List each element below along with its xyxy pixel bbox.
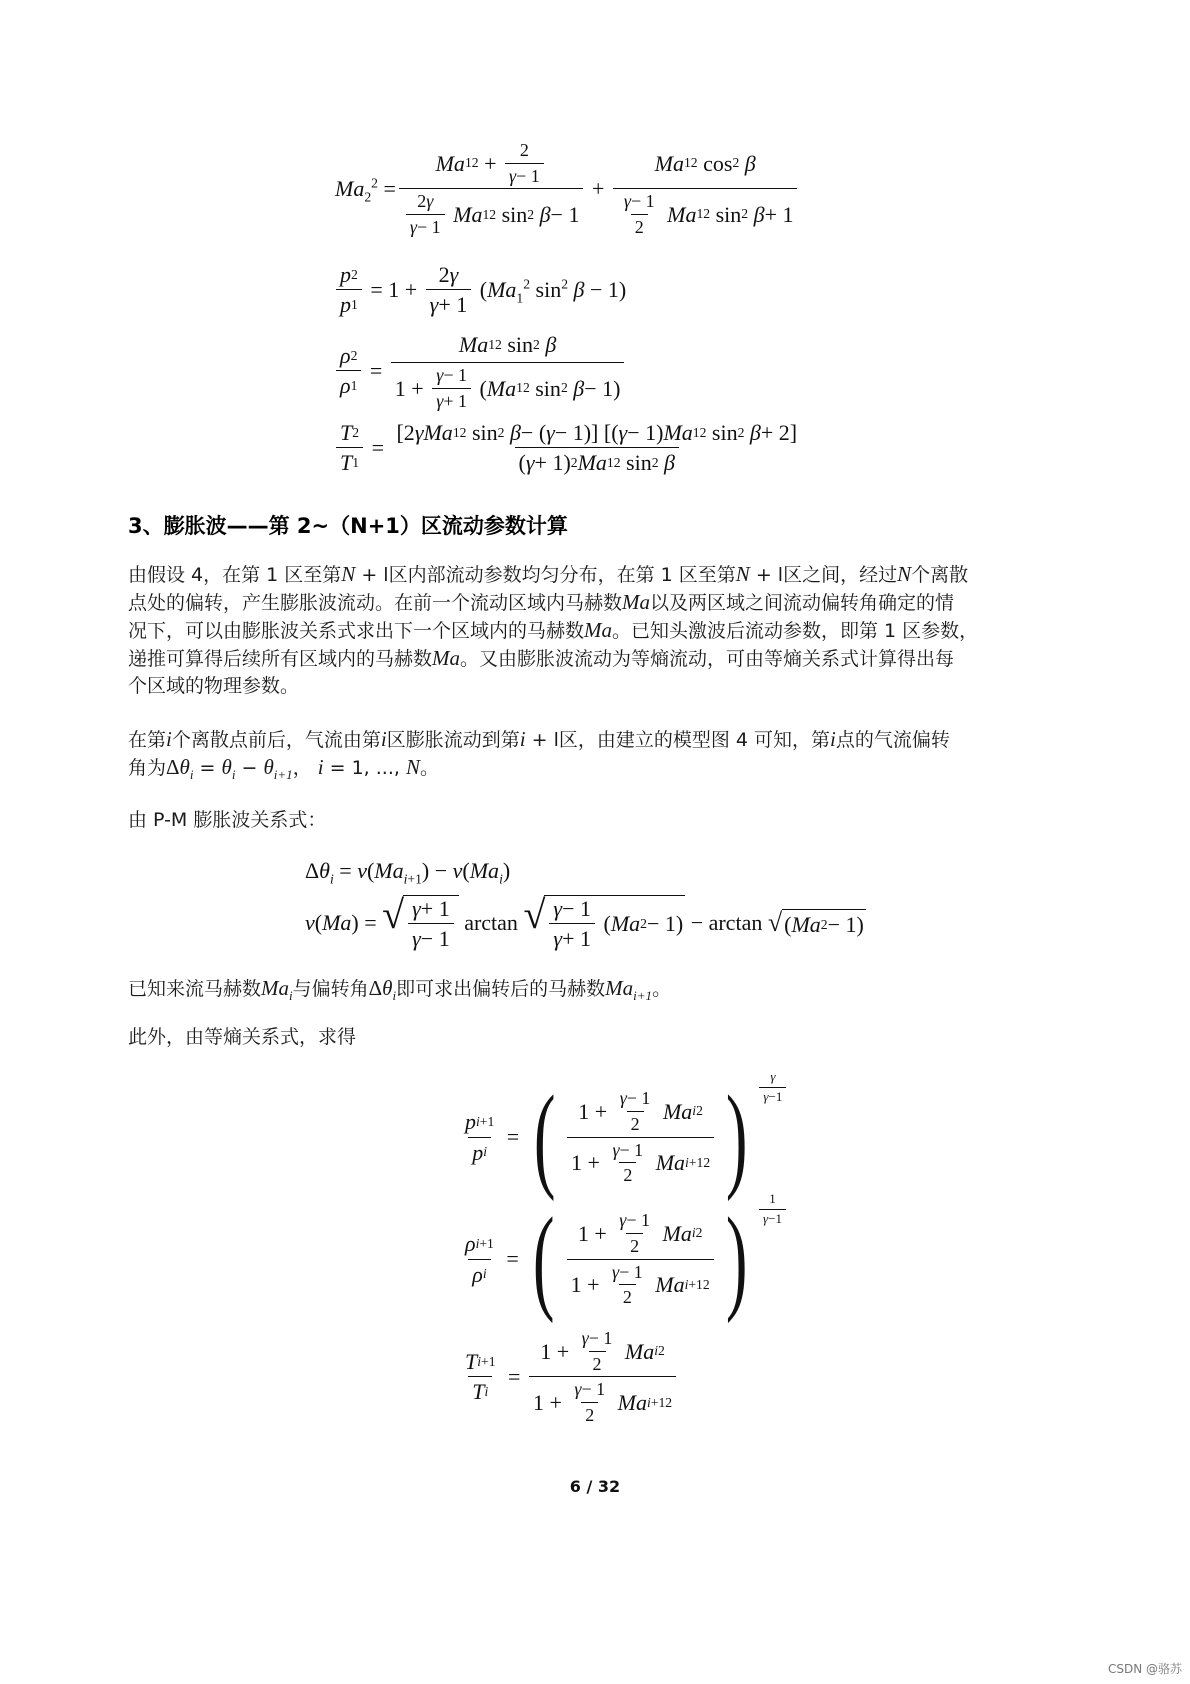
equation-ma2: $Ma_2^2$ = Ma 1 2 + 2 γ − 1 2 γ γ − 1 Ma 1 2 sin 2 β − 1 + Ma 1 2 cos 2 β γ − 1 2 Ma 1 2 sin 2 β + 1 bbox=[335, 140, 800, 238]
equation-isentropic-temperature: T i+1 T i = 1 + γ − 1 2 Ma i 2 1 + γ − 1 2 Ma i+1 2 bbox=[458, 1328, 679, 1426]
equation-density-ratio: ρ 2 ρ 1 = Ma 1 2 sin 2 β 1 + γ − 1 γ + 1 ( Ma 1 2 sin 2 β − 1) bbox=[333, 330, 627, 411]
equation-isentropic-density: ρ i+1 ρ i = ( 1 + γ − 1 2 Ma i 2 1 + γ − 1 2 Ma i+1 2 ) 1 γ −1 bbox=[458, 1200, 789, 1318]
paragraph-line: 递推可算得后续所有区域内的马赫数Ma。又由膨胀波流动为等熵流动，可由等熵关系式计算得出每 bbox=[128, 646, 955, 670]
paragraph-line: 点处的偏转，产生膨胀波流动。在前一个流动区域内马赫数Ma以及两区域之间流动偏转角确定的情 bbox=[128, 590, 955, 614]
page-number: 6 / 32 bbox=[569, 1477, 621, 1496]
equation-pm-function: ν(Ma) = √ γ + 1 γ − 1 arctan √ γ − 1 γ + 1 ( Ma 2 − 1) − arctan √ ( Ma 2 − 1) bbox=[305, 892, 864, 952]
paragraph-deflection-angle bbox=[128, 726, 1088, 782]
equation-temperature-ratio: T 2 T 1 = [2 γMa 1 2 sin 2 β − ( γ − 1)] [( γ − 1) Ma 1 2 sin 2 β + 2] ( γ + 1) 2 Ma 1 2 sin 2 β bbox=[333, 420, 804, 476]
paragraph-isentropic: 此外，由等熵关系式，求得 bbox=[128, 1026, 357, 1048]
watermark: CSDN @骆苏 bbox=[1107, 1662, 1182, 1676]
equation-pm-delta-theta: $\Delta\theta_i = \nu(Ma_{i+1}) - \nu(Ma_i)$ bbox=[305, 858, 511, 887]
paragraph-line: 角为$\Delta\theta_i = \theta_i - \theta_{i+1}$， i = 1, ..., N。 bbox=[128, 755, 439, 783]
paragraph-line: 个区域的物理参数。 bbox=[128, 675, 300, 697]
paragraph-line: 由假设 4，在第 1 区至第N + l区内部流动参数均匀分布，在第 1 区至第N + l区之间，经过N个离散 bbox=[128, 562, 969, 586]
paragraph-expansion-intro bbox=[128, 561, 1088, 700]
equation-pressure-ratio: p 2 p 1 = 1 + 2 γ γ + 1 ($Ma_1^2$ $\sin^2 \beta - 1$) bbox=[333, 262, 626, 318]
paragraph-line: 况下，可以由膨胀波关系式求出下一个区域内的马赫数Ma。已知头激波后流动参数，即第 1 区参数， bbox=[128, 618, 979, 642]
section-heading: 3、膨胀波——第 2~（N+1）区流动参数计算 bbox=[128, 514, 568, 538]
paragraph-line: 在第i个离散点前后，气流由第i区膨胀流动到第i + l区，由建立的模型图 4 可知，第i点的气流偏转 bbox=[128, 727, 950, 751]
equation-isentropic-pressure: p i+1 p i = ( 1 + γ − 1 2 Ma i 2 1 + γ − 1 2 Ma i+1 2 ) γ γ −1 bbox=[458, 1078, 789, 1196]
paragraph-pm-relation: 由 P-M 膨胀波关系式： bbox=[128, 809, 327, 831]
paragraph-known-mach: 已知来流马赫数$Ma_i$与偏转角$\Delta\theta_i$即可求出偏转后的马赫数$Ma_{i+1}$。 bbox=[128, 976, 672, 1004]
